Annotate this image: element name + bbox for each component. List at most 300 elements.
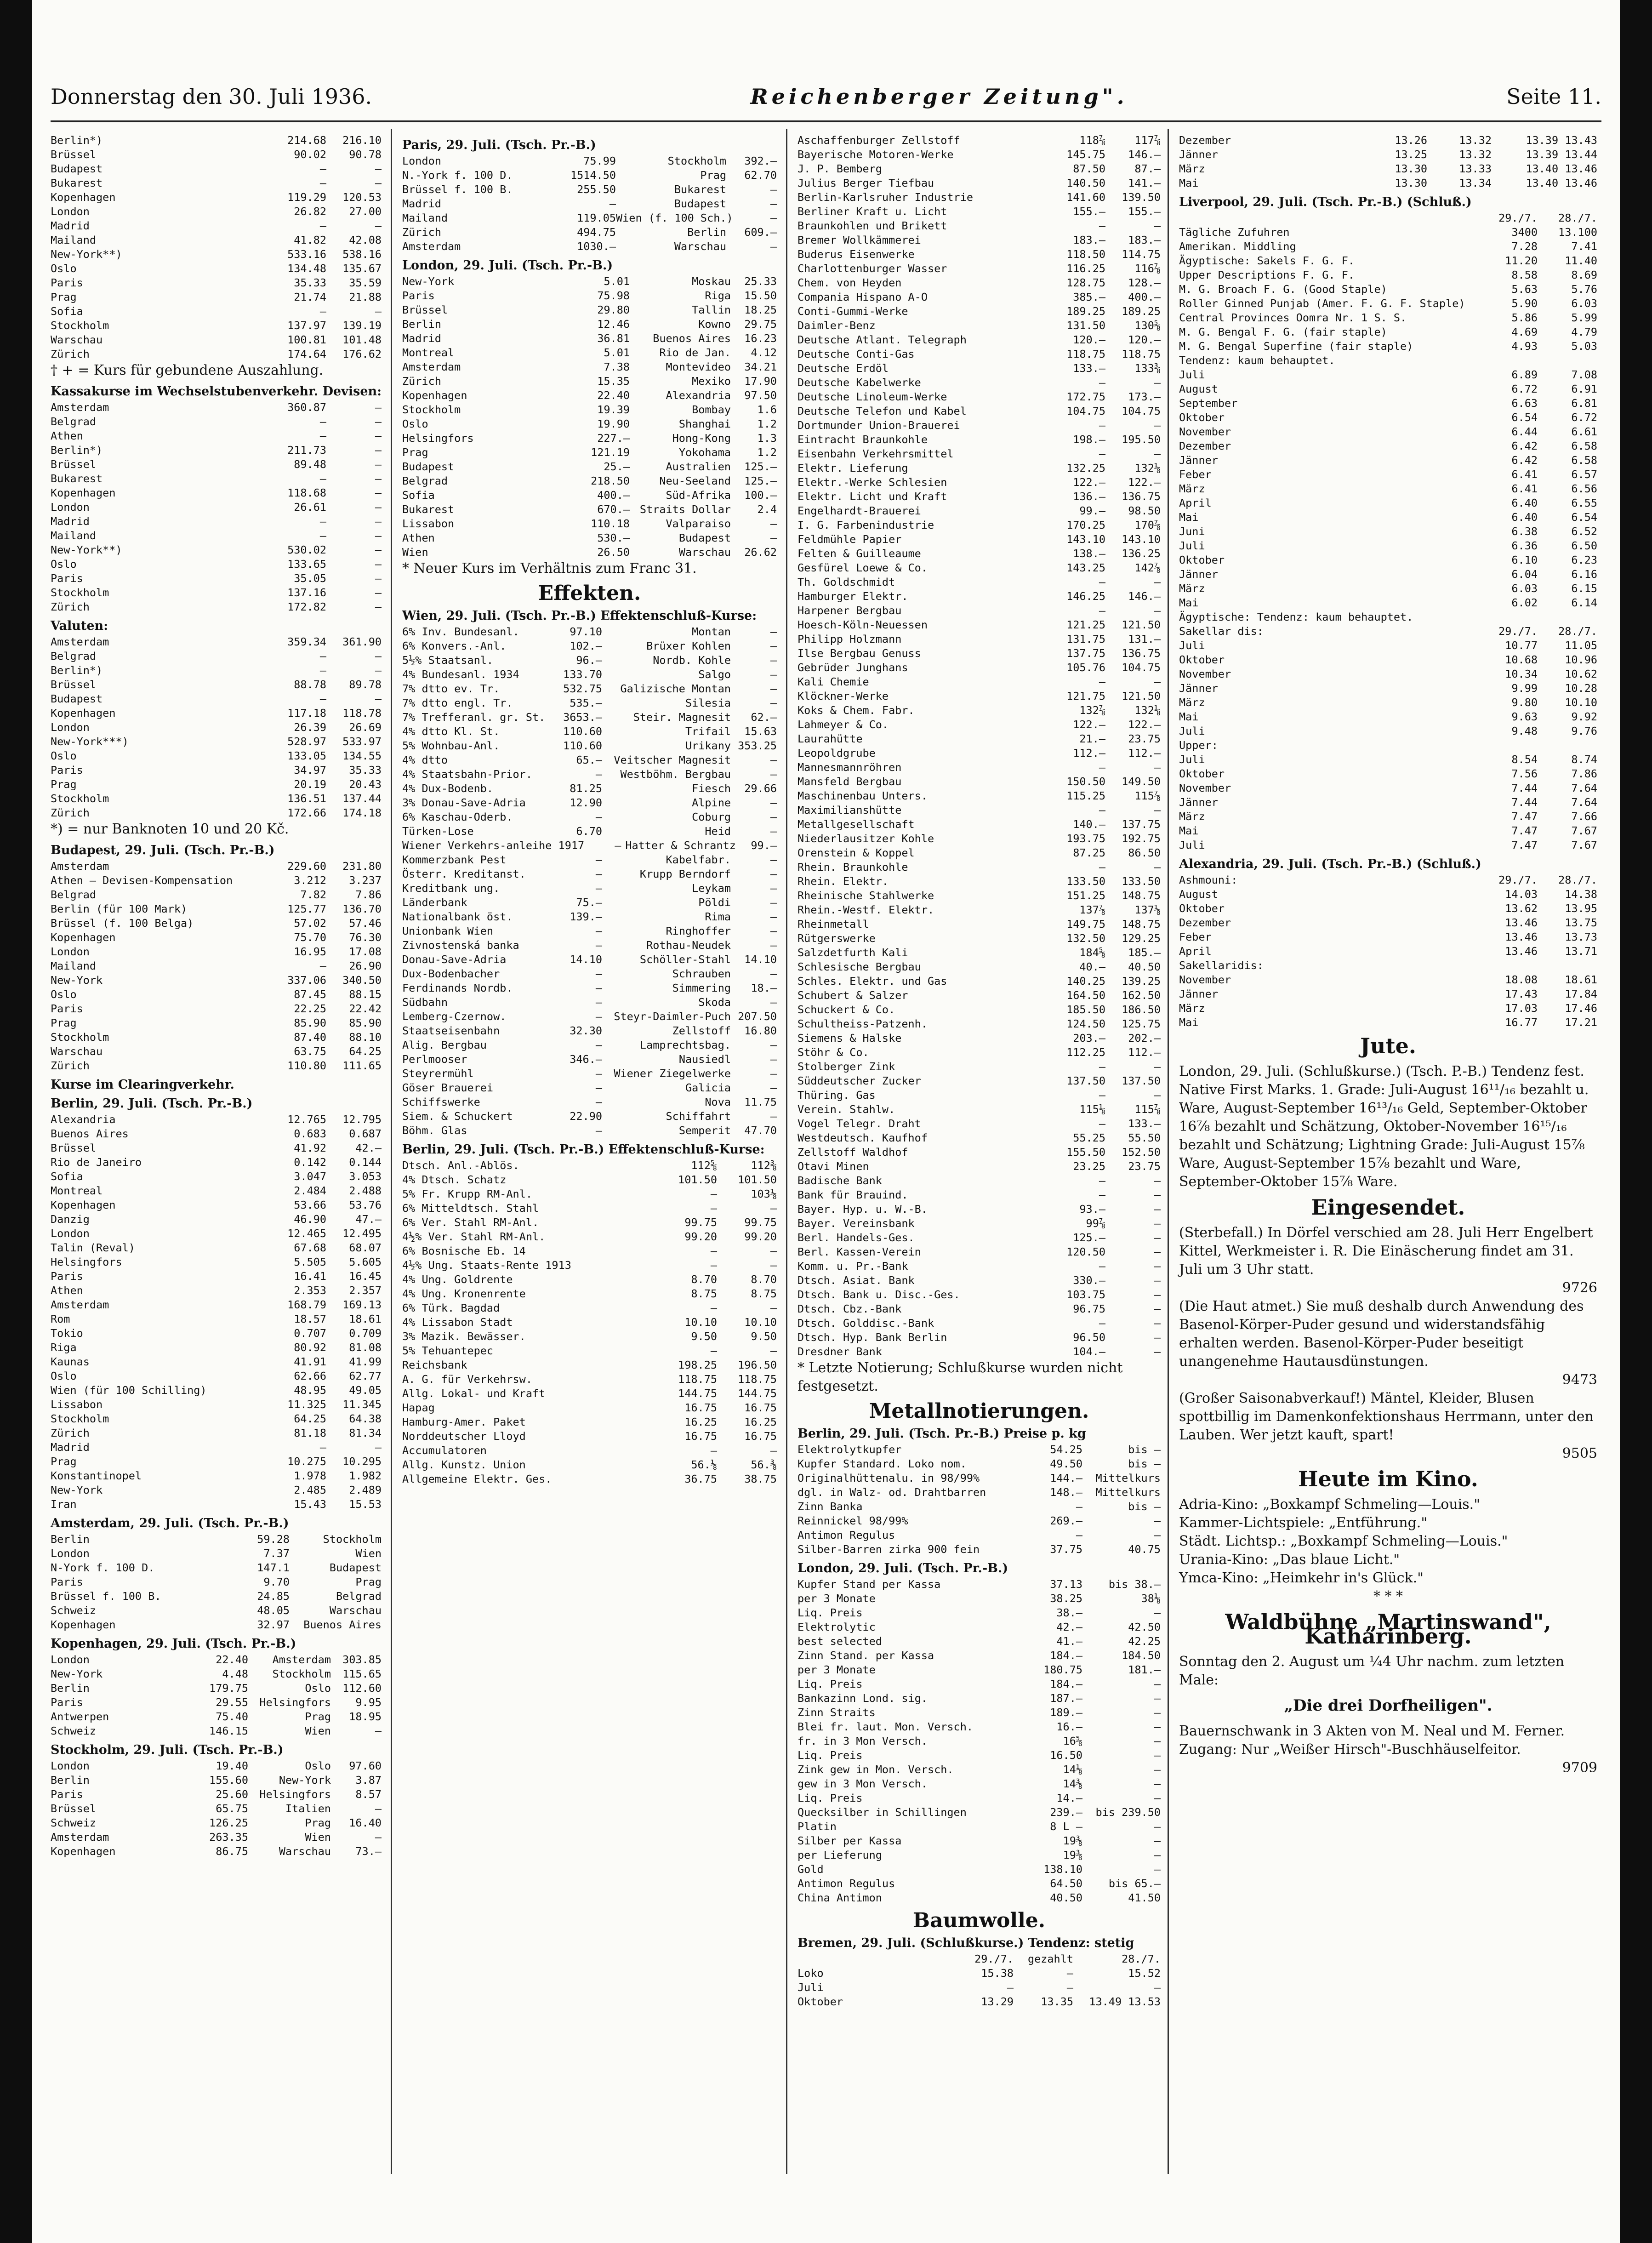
quote-value: 101.48 (342, 333, 382, 346)
quote-row (402, 981, 777, 995)
quote-name: Stöhr & Co. (798, 1046, 869, 1059)
quote-value: 57.02 (294, 917, 326, 930)
quote-name: Brüssel (51, 678, 97, 691)
quote-value: 40.75 (1128, 1543, 1161, 1556)
quote-name: Antimon Regulus (798, 1877, 895, 1890)
quote-value: — (770, 1202, 777, 1215)
quote-value: Prag (355, 1575, 382, 1588)
quote-value: — (319, 664, 326, 677)
quote-value: 140.25 (1066, 975, 1105, 987)
quote-value: Pöldi (698, 896, 731, 909)
quote-value: 139.— (570, 910, 602, 923)
quote-value: — (375, 486, 382, 499)
quote-value: 15.53 (349, 1498, 382, 1511)
quote-row (51, 1497, 382, 1512)
quote-name: Jänner (1179, 454, 1218, 467)
quote-name: Mai (1179, 177, 1199, 189)
quote-value: Rio de Jan. (659, 346, 731, 359)
quote-row (798, 1102, 1161, 1117)
quote-row (798, 1159, 1161, 1174)
quote-value: 11.75 (744, 1096, 777, 1108)
quote-value: 13.46 (1505, 916, 1538, 929)
quote-value: 110.60 (563, 739, 602, 752)
quote-row (402, 1301, 777, 1315)
quote-row (798, 1966, 1161, 1980)
quote-value: 10.28 (1565, 682, 1597, 695)
quote-value: 134.55 (342, 749, 382, 762)
column-divider (391, 129, 392, 2174)
quote-row (402, 1201, 777, 1216)
quote-value: — (770, 696, 777, 709)
quote-row (51, 1844, 382, 1859)
quote-row (798, 1720, 1161, 1734)
quote-value: 133.— (1073, 362, 1105, 375)
quote-row (798, 148, 1161, 162)
quote-name: Amerikan. Middling (1179, 240, 1296, 253)
quote-value: — (770, 796, 777, 809)
quote-value: 11.05 (1565, 639, 1597, 652)
quote-value: 38.25 (1050, 1592, 1082, 1605)
quote-value: 5.01 (604, 275, 630, 288)
quote-row (51, 247, 382, 262)
quote-row (1179, 824, 1597, 838)
quote-row (51, 1455, 382, 1469)
quote-value: 361.90 (342, 635, 382, 648)
quote-value: 149.50 (1122, 775, 1161, 788)
quote-name: 6% Türk. Bagdad (402, 1301, 500, 1314)
quote-value: 96.50 (1073, 1331, 1105, 1344)
quote-value: Coburg (692, 810, 731, 823)
quote-name: Conti-Gummi-Werke (798, 305, 908, 318)
quote-value: 53.66 (294, 1199, 326, 1211)
quote-name: Rheinmetall (798, 918, 869, 930)
quote-name: Dtsch. Hyp. Bank Berlin (798, 1331, 947, 1344)
quote-row (51, 1059, 382, 1073)
quote-value: 102.— (570, 639, 602, 652)
quote-name: Hapag (402, 1401, 435, 1414)
quote-name: Warschau (51, 333, 103, 346)
quote-value: 609.— (744, 226, 777, 239)
quote-value: 8.58 (1511, 268, 1538, 281)
quote-name: Mai (1179, 1016, 1199, 1029)
quote-value: 193.75 (1066, 832, 1105, 845)
quote-row (798, 675, 1161, 689)
quote-row (51, 1653, 382, 1667)
quote-name: Juli (1179, 753, 1205, 766)
quote-value: 6.03 (1511, 582, 1538, 595)
quote-value: 303.85 (342, 1653, 382, 1666)
quote-value: 37.13 (1050, 1578, 1082, 1591)
quote-name: Brüssel (51, 458, 97, 471)
quote-value: Valparaiso (666, 517, 731, 530)
quote-row (51, 1312, 382, 1326)
quote-value: Oslo (305, 1759, 331, 1772)
quote-value: 42.— (1056, 1621, 1082, 1633)
quote-value: 2.485 (294, 1484, 326, 1496)
quote-value: 6.70 (576, 825, 602, 838)
quote-name: Schuckert & Co. (798, 1003, 895, 1016)
quote-value: — (1154, 1678, 1161, 1690)
quote-value: 139.19 (342, 319, 382, 332)
quote-value: 172.66 (287, 806, 326, 819)
quote-value: Wien (f. 100 Sch.) (616, 211, 733, 224)
quote-name: M. G. Broach F. G. (Good Staple) (1179, 283, 1387, 296)
quote-row (51, 873, 382, 888)
quote-value: 229.60 (287, 860, 326, 873)
quote-value: 530.02 (287, 543, 326, 556)
quote-row (51, 262, 382, 276)
quote-name: Mai (1179, 596, 1199, 609)
quote-value: 131.50 (1066, 319, 1105, 332)
quote-row (1179, 453, 1597, 468)
header-date: Donnerstag den 30. Juli 1936. (51, 84, 372, 109)
quote-value: 28./7. (1558, 211, 1597, 224)
quote-row (402, 1187, 777, 1201)
quote-value: 17.03 (1505, 1002, 1538, 1015)
quote-value: 189.— (1050, 1706, 1082, 1719)
quote-value: — (595, 1067, 602, 1080)
quote-value: 136.70 (342, 902, 382, 915)
quote-value: 119.05 (577, 211, 616, 224)
section-heading: Budapest, 29. Juli. (Tsch. Pr.-B.) (51, 843, 275, 857)
quote-value: 670.— (597, 503, 630, 516)
quote-row (798, 1302, 1161, 1316)
section-heading: London, 29. Juli. (Tsch. Pr.-B.) (798, 1561, 1008, 1575)
quote-value: 8 L — (1050, 1820, 1082, 1833)
quote-value: 90.78 (349, 148, 382, 161)
quote-value: — (595, 868, 602, 880)
quote-row (402, 211, 777, 225)
quote-row (1179, 639, 1597, 653)
quote-name: Elektr.-Werke Schlesien (798, 476, 947, 489)
quote-name: Feber (1179, 930, 1212, 943)
quote-row (51, 678, 382, 692)
quote-value: 125.75 (1122, 1017, 1161, 1030)
quote-name: Mai (1179, 824, 1199, 837)
quote-value: 139.50 (1122, 191, 1161, 204)
quote-row (798, 589, 1161, 604)
quote-value: 137.97 (287, 319, 326, 332)
quote-value: 16.75 (684, 1401, 717, 1414)
quote-value: 6.91 (1571, 382, 1597, 395)
quote-row (798, 561, 1161, 575)
quote-row (51, 514, 382, 529)
quote-name: per 3 Monate (798, 1592, 876, 1605)
quote-value: 21.74 (294, 291, 326, 303)
quote-row (798, 1691, 1161, 1706)
quote-name: New-York (402, 275, 455, 288)
quote-name: New-York**) (51, 543, 122, 556)
quote-name: Lissabon (51, 1398, 103, 1411)
quote-name: Brüssel (51, 1141, 97, 1154)
quote-value: — (770, 910, 777, 923)
quote-value: 133.50 (1122, 875, 1161, 888)
quote-name: November (1179, 668, 1231, 680)
quote-name: Sofia (402, 489, 435, 502)
quote-row (798, 1848, 1161, 1862)
quote-row (1179, 973, 1597, 987)
quote-value: 1.2 (757, 417, 777, 430)
quote-value: 13.34 (1459, 177, 1492, 189)
quote-value: 63.75 (294, 1045, 326, 1058)
quote-name: Mai (1179, 710, 1199, 723)
quote-name: Westdeutsch. Kaufhof (798, 1131, 928, 1144)
quote-value: Galizische Montan (620, 682, 731, 695)
footnote: * Letzte Notierung; Schlußkurse wurden nicht festgesetzt. (798, 1360, 1123, 1394)
quote-value: 128.75 (1066, 276, 1105, 289)
quote-value: — (1154, 1188, 1161, 1201)
quote-value: 121.19 (591, 446, 630, 459)
quote-name: London (51, 1227, 90, 1240)
quote-name: Kopenhagen (51, 191, 116, 204)
quote-value: 23.75 (1128, 732, 1161, 745)
quote-value: — (770, 810, 777, 823)
quote-name: London (51, 721, 90, 734)
quote-value: 16.95 (294, 945, 326, 958)
quote-value: 136.75 (1122, 490, 1161, 503)
quote-row (402, 967, 777, 981)
quote-value: 26.69 (349, 721, 382, 734)
quote-value: 9.99 (1511, 682, 1538, 695)
quote-value: 90.02 (294, 148, 326, 161)
quote-value: 19.90 (597, 417, 630, 430)
quote-value: 11.40 (1565, 254, 1597, 267)
quote-value: — (1099, 675, 1105, 688)
quote-value: 140.— (1073, 818, 1105, 831)
quote-name: 5% Wohnbau-Anl. (402, 739, 500, 752)
quote-row (402, 403, 777, 417)
section-heading: Paris, 29. Juli. (Tsch. Pr.-B.) (402, 138, 596, 152)
quote-row (798, 262, 1161, 276)
quote-value: 64.38 (349, 1412, 382, 1425)
quote-value: 134.48 (287, 262, 326, 275)
quote-value: 218.50 (591, 474, 630, 487)
quote-name: März (1179, 482, 1205, 495)
quote-value: 17.21 (1565, 1016, 1597, 1029)
quote-value: Brüxer Kohlen (646, 639, 731, 652)
quote-name: 4% dtto (402, 753, 448, 766)
quote-value: Buenos Aires (653, 332, 731, 345)
quote-value: 118.50 (1066, 248, 1105, 261)
quote-value: 41.50 (1128, 1891, 1161, 1904)
quote-value: 126.25 (209, 1816, 248, 1829)
quote-value: 7.41 (1571, 240, 1597, 253)
quote-row (402, 183, 777, 197)
quote-row (402, 1358, 777, 1372)
quote-value: 62.— (751, 711, 777, 724)
quote-value (1538, 959, 1597, 973)
quote-value: 528.97 (287, 735, 326, 748)
quote-value: — (595, 1096, 602, 1108)
quote-row (798, 917, 1161, 931)
quote-value: 1.6 (757, 403, 777, 416)
quote-name: 4½% Ver. Stahl RM-Anl. (402, 1230, 546, 1243)
quote-row (402, 1401, 777, 1415)
quote-value: 13.26 (1395, 134, 1427, 147)
quote-value: 118⅞ (1079, 134, 1105, 147)
quote-row (1179, 176, 1597, 190)
quote-name: Dtsch. Cbz.-Bank (798, 1302, 902, 1315)
quote-value: — (319, 529, 326, 542)
quote-row (402, 625, 777, 639)
quote-value: 189.25 (1122, 305, 1161, 318)
quote-value: 16.— (1056, 1720, 1082, 1733)
quote-value: 16⅝ (1063, 1735, 1082, 1747)
quote-value: 10.68 (1505, 653, 1538, 666)
quote-value: 37.75 (1050, 1543, 1082, 1556)
quote-row (51, 443, 382, 457)
quote-value: 1030.— (577, 240, 616, 253)
quote-name: Rütgerswerke (798, 932, 876, 945)
quote-name: Kupfer Stand per Kassa (798, 1578, 941, 1591)
quote-name: Zürich (51, 348, 90, 360)
quote-name: Belgrad (402, 474, 448, 487)
quote-row (51, 720, 382, 735)
quote-value: 93.— (1079, 1203, 1105, 1216)
quote-value: Belgrad (336, 1590, 382, 1603)
quote-value: 53.76 (349, 1199, 382, 1211)
quote-name: April (1179, 497, 1212, 509)
quote-name: Siem. & Schuckert (402, 1110, 513, 1123)
quote-value: 400.— (1128, 291, 1161, 303)
quote-value: Süd-Afrika (666, 489, 731, 502)
quote-row (51, 557, 382, 571)
quote-value: Rima (705, 910, 731, 923)
quote-value: 110.18 (591, 517, 630, 530)
quote-row (51, 1184, 382, 1198)
quote-value: — (1099, 1117, 1105, 1130)
quote-row (51, 543, 382, 557)
quote-name: Accumulatoren (402, 1444, 487, 1457)
quote-value: 211.73 (287, 444, 326, 457)
quote-value: 29.80 (597, 303, 630, 316)
quote-value: 6.61 (1571, 425, 1597, 438)
quote-value: 16.41 (294, 1270, 326, 1283)
quote-value: 10.62 (1565, 668, 1597, 680)
column-divider (1168, 129, 1169, 2174)
quote-row (798, 1514, 1161, 1528)
quote-name: Amsterdam (402, 240, 461, 253)
quote-value: 7.47 (1511, 824, 1538, 837)
quote-value: 38⅛ (1141, 1592, 1161, 1605)
quote-value: 111.65 (342, 1059, 382, 1072)
quote-value: 38.— (1056, 1606, 1082, 1619)
quote-value: 1.3 (757, 432, 777, 445)
quote-value: 6.23 (1571, 554, 1597, 566)
quote-row (1179, 354, 1597, 368)
quote-name: Oslo (51, 1370, 77, 1382)
quote-value: 16.40 (349, 1816, 382, 1829)
quote-value: 104.— (1073, 1345, 1105, 1358)
quote-row (51, 1155, 382, 1170)
quote-value: 155.50 (1066, 1146, 1105, 1159)
quote-row (1179, 297, 1597, 311)
quote-name: Madrid (402, 197, 441, 210)
quote-value: — (319, 162, 326, 175)
quote-value: 15.43 (294, 1498, 326, 1511)
quote-value: 41.99 (349, 1355, 382, 1368)
quote-value: 56.⅛ (691, 1458, 717, 1471)
quote-row (798, 1231, 1161, 1245)
quote-value: 19⅜ (1063, 1834, 1082, 1847)
quote-value: 118.75 (678, 1373, 717, 1386)
quote-value: 133.05 (287, 749, 326, 762)
section-heading: Bremen, 29. Juli. (Schlußkurse.) Tendenz: stetig (798, 1936, 1134, 1950)
quote-value: — (375, 162, 382, 175)
quote-name: Berlin-Karlsruher Industrie (798, 191, 974, 204)
quote-value: 64.25 (294, 1412, 326, 1425)
quote-value: 196.50 (738, 1358, 777, 1371)
quote-value: 146.— (1128, 590, 1161, 603)
quote-value: 172.82 (287, 600, 326, 613)
quote-value (1538, 610, 1597, 624)
quote-value: 6.58 (1571, 454, 1597, 467)
quote-value: gezahlt (1027, 1952, 1073, 1965)
quote-name: Stockholm (51, 1412, 109, 1425)
quote-name: 4% Ung. Goldrente (402, 1273, 513, 1286)
quote-value: — (770, 753, 777, 766)
quote-value: 48.05 (257, 1604, 290, 1617)
quote-row (51, 1759, 382, 1773)
quote-name: Bank für Brauind. (798, 1188, 908, 1201)
quote-row (51, 429, 382, 443)
quote-name: Antwerpen (51, 1710, 109, 1723)
scan-edge-left (0, 0, 32, 2243)
quote-row (798, 1763, 1161, 1777)
quote-value: Australien (666, 460, 731, 473)
quote-value (1478, 738, 1538, 753)
quote-value: 5.99 (1571, 311, 1597, 324)
quote-name: Juli (1179, 539, 1205, 552)
quote-row (51, 1016, 382, 1030)
quote-row (51, 973, 382, 987)
quote-value: 145.75 (1066, 148, 1105, 161)
quote-value: 400.— (597, 489, 630, 502)
quote-value: — (770, 1244, 777, 1257)
quote-value: 150.50 (1066, 775, 1105, 788)
quote-value: 198.— (1073, 433, 1105, 446)
quote-row (798, 1677, 1161, 1691)
quote-row (402, 1444, 777, 1458)
quote-value: 29./7. (1498, 873, 1538, 886)
quote-value: Stockholm (323, 1533, 382, 1546)
quote-value: 6.52 (1571, 525, 1597, 538)
quote-value: 29./7. (974, 1952, 1014, 1965)
quote-name: Zinn Stand. per Kassa (798, 1649, 934, 1662)
quote-value: 2.488 (349, 1184, 382, 1197)
quote-row (402, 1387, 777, 1401)
quote-value: 32.97 (257, 1618, 290, 1631)
quote-name: London (51, 1759, 90, 1772)
quote-name: 6% Kaschau-Oderb. (402, 810, 513, 823)
quote-value: 143.10 (1122, 533, 1161, 546)
quote-value: 4.79 (1571, 325, 1597, 338)
quote-value: — (319, 1441, 326, 1454)
quote-row (798, 661, 1161, 675)
quote-value: — (595, 967, 602, 980)
quote-row (51, 1830, 382, 1844)
quote-value: Mittelkurs (1095, 1486, 1161, 1499)
quote-value: 16.25 (684, 1415, 717, 1428)
quote-value: 75.98 (597, 289, 630, 302)
quote-value: — (375, 444, 382, 457)
quote-row (798, 1777, 1161, 1791)
quote-value: 122.— (1073, 476, 1105, 489)
quote-name: 6% Bosnische Eb. 14 (402, 1244, 526, 1257)
quote-value: 118.75 (1066, 348, 1105, 360)
quote-name: Niederlausitzer Kohle (798, 832, 934, 845)
quote-name: Siemens & Halske (798, 1032, 902, 1044)
